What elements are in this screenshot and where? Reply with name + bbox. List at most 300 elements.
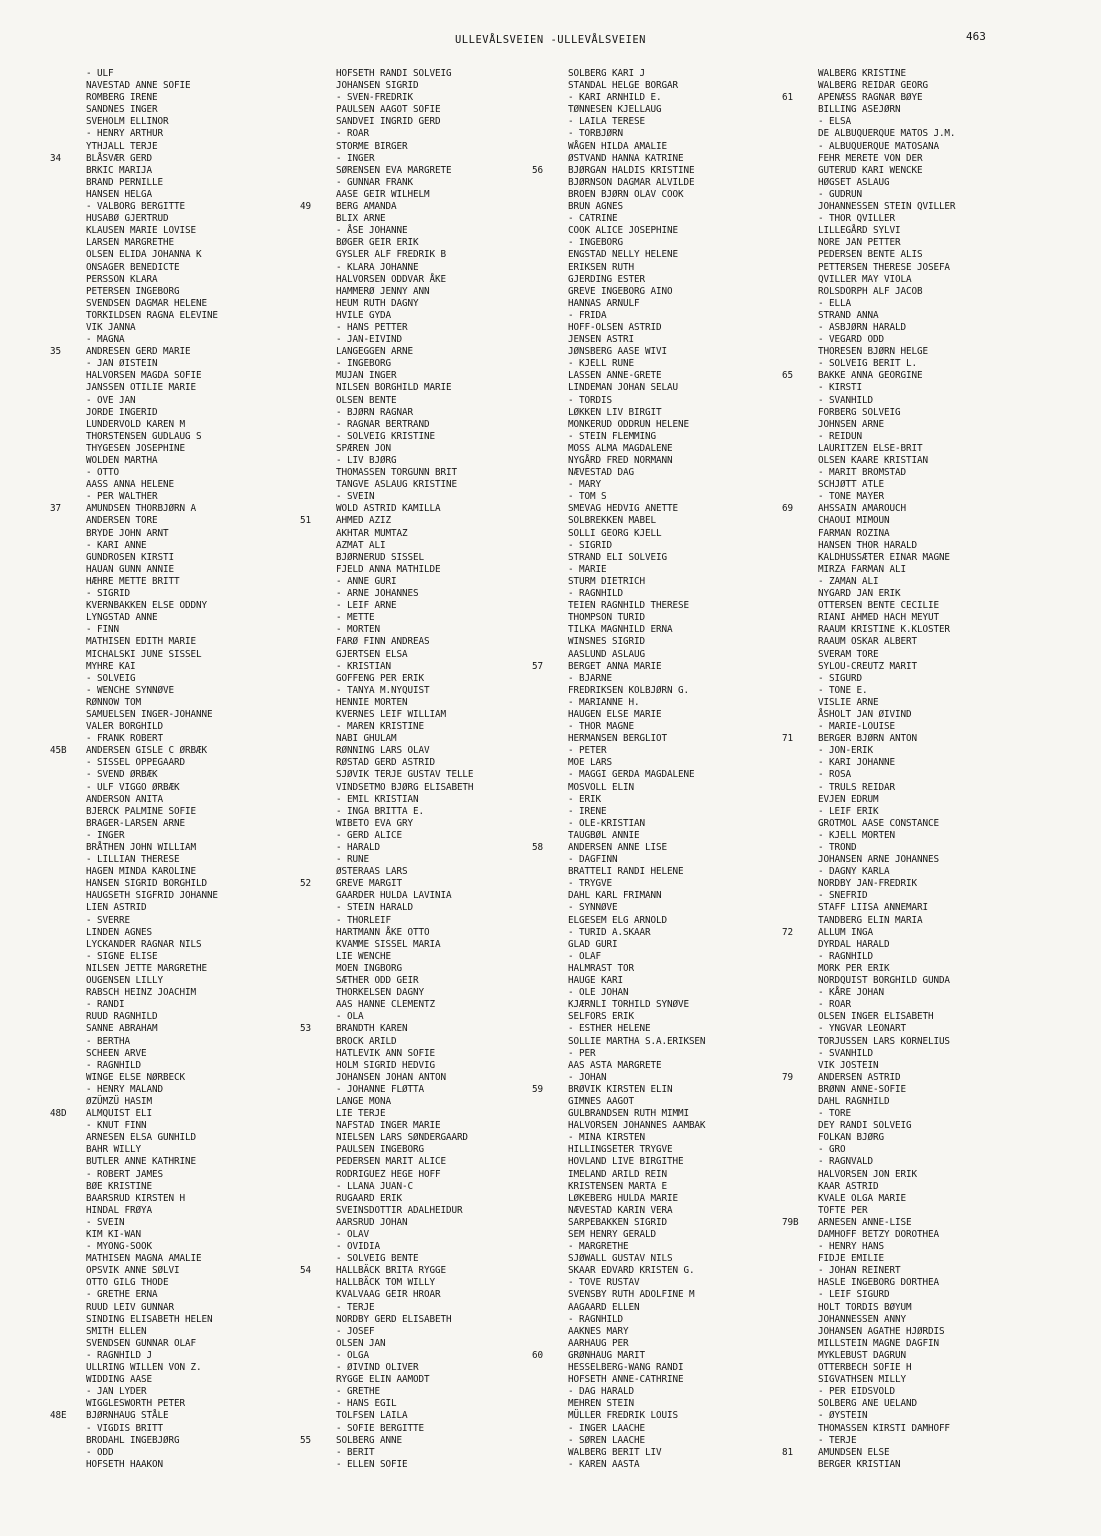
directory-entry [782,455,1044,467]
resident-name: SCHEEN ARVE [86,1047,147,1059]
resident-name: - RUNE [336,854,369,866]
resident-name: HANSEN SIGRID BORGHILD [86,878,207,890]
directory-entry [782,818,1044,830]
house-number: 81 [782,1446,793,1458]
directory-entry [50,540,312,552]
directory-entry [50,1072,312,1084]
directory-entry [300,939,562,951]
resident-name: - KJELL MORTEN [818,829,895,841]
directory-entry [532,1011,794,1023]
resident-name: - TRULS REIDAR [818,781,895,793]
resident-name: SYLOU-CREUTZ MARIT [818,660,917,672]
resident-name: MATHISEN MAGNA AMALIE [86,1253,202,1265]
directory-entry [532,1120,794,1132]
directory-entry [300,491,562,503]
resident-name: HEUM RUTH DAGNY [336,297,419,309]
directory-entry [782,975,1044,987]
resident-name: THORKELSEN DAGNY [336,987,424,999]
resident-name: HANSEN THOR HARALD [818,539,917,551]
directory-entry [532,515,794,527]
directory-entry [50,794,312,806]
directory-entry [532,576,794,588]
directory-entry [300,564,562,576]
directory-entry [50,274,312,286]
resident-name: KLAUSEN MARIE LOVISE [86,225,196,237]
directory-entry [50,915,312,927]
directory-entry [532,395,794,407]
resident-name: VALER BORGHILD [86,721,163,733]
directory-entry [782,1108,1044,1120]
resident-name: - PER [568,1047,596,1059]
resident-name: - JAN LYDER [86,1386,147,1398]
resident-name: AAKNES MARY [568,1325,629,1337]
directory-entry [300,346,562,358]
directory-entry [300,1265,562,1277]
directory-entry [300,1289,562,1301]
directory-entry [782,806,1044,818]
resident-name: - INGA BRITTA E. [336,805,424,817]
resident-name: SOLLI GEORG KJELL [568,527,662,539]
resident-name: - THORLEIF [336,914,391,926]
resident-name: VINDSETMO BJØRG ELISABETH [336,781,474,793]
directory-entry [532,104,794,116]
resident-name: NABI GHULAM [336,733,397,745]
directory-entry [300,866,562,878]
resident-name: HAGEN MINDA KAROLINE [86,866,196,878]
resident-name: KAAR ASTRID [818,1180,879,1192]
page-header: ULLEVÅLSVEIEN -ULLEVÅLSVEIEN [454,34,646,46]
resident-name: JOHANSEN SIGRID [336,80,419,92]
resident-name: AASLUND ASLAUG [568,648,645,660]
directory-entry [782,552,1044,564]
directory-entry [50,1084,312,1096]
resident-name: - RAGNHILD [86,1059,141,1071]
directory-entry [782,128,1044,140]
resident-name: RUGAARD ERIK [336,1192,402,1204]
resident-name: - ØYSTEIN [818,1410,868,1422]
resident-name: SAMUELSEN INGER-JOHANNE [86,708,213,720]
directory-entry [300,153,562,165]
resident-name: GRØNHAUG MARIT [568,1349,645,1361]
resident-name: - KARI ARNHILD E. [568,92,662,104]
directory-entry [300,1302,562,1314]
resident-name: HVILE GYDA [336,309,391,321]
directory-entry [532,1205,794,1217]
resident-name: JOHANSEN AGATHE HJØRDIS [818,1325,945,1337]
resident-name: BRÅTHEN JOHN WILLIAM [86,842,196,853]
directory-entry [50,443,312,455]
resident-name: - OLGA [336,1349,369,1361]
directory-entry [782,1169,1044,1181]
directory-entry [300,1362,562,1374]
resident-name: LINDEN AGNES [86,926,152,938]
directory-entry [782,503,1044,515]
resident-name: HILLINGSETER TRYGVE [568,1144,673,1156]
resident-name: SEM HENRY GERALD [568,1229,656,1240]
directory-entry [300,1072,562,1084]
resident-name: - KARI JOHANNE [818,757,895,769]
resident-name: BJØRNSON DAGMAR ALVILDE [568,176,695,188]
directory-entry [300,1386,562,1398]
directory-entry [532,1314,794,1326]
directory-entry [532,540,794,552]
directory-entry [782,794,1044,806]
resident-name: - ELLA [818,297,851,309]
resident-name: WÅGEN HILDA AMALIE [568,140,667,152]
resident-name: SVENSBY RUTH ADOLFINE M [568,1289,695,1301]
directory-entry [300,225,562,237]
resident-name: HOFSETH RANDI SOLVEIG [336,68,452,79]
directory-entry [782,649,1044,661]
resident-name: - TORE [818,1108,851,1120]
directory-entry [300,915,562,927]
directory-entry [532,443,794,455]
resident-name: - BJARNE [568,672,612,684]
resident-name: - SVEIN [336,491,375,503]
directory-entry [300,274,562,286]
directory-entry [300,1229,562,1241]
directory-entry [50,782,312,794]
directory-entry [782,1048,1044,1060]
directory-entry [532,1386,794,1398]
directory-entry [50,1036,312,1048]
directory-entry [532,1156,794,1168]
resident-name: - BERTHA [86,1035,130,1047]
directory-entry [50,757,312,769]
directory-column-3 [532,68,794,1471]
resident-name: - DAGNY KARLA [818,866,890,878]
resident-name: TØNNESEN KJELLAUG [568,104,662,116]
resident-name: GROTMOL AASE CONSTANCE [818,817,939,829]
resident-name: ANDERSEN ASTRID [818,1071,901,1083]
directory-entry [782,515,1044,527]
directory-entry [782,661,1044,673]
resident-name: SJØWALL GUSTAV NILS [568,1253,673,1265]
resident-name: SVERAM TORE [818,648,879,660]
directory-entry [300,782,562,794]
resident-name: AZMAT ALI [336,539,386,551]
directory-entry [782,987,1044,999]
resident-name: - MARIE [568,563,607,575]
house-number: 57 [532,660,543,672]
directory-entry [300,1338,562,1350]
resident-name: SOLLIE MARTHA S.A.ERIKSEN [568,1035,706,1047]
directory-entry [50,697,312,709]
house-number: 48D [50,1108,67,1120]
resident-name: - SIGRID [568,539,612,551]
directory-entry [532,1374,794,1386]
directory-entry [782,540,1044,552]
directory-entry [532,927,794,939]
house-number: 37 [50,503,61,515]
resident-name: - SOLVEIG BENTE [336,1253,419,1265]
resident-name: JOHANSEN ARNE JOHANNES [818,854,939,866]
resident-name: TORJUSSEN LARS KORNELIUS [818,1035,950,1047]
resident-name: - OVE JAN [86,394,136,406]
directory-entry [300,769,562,781]
directory-entry [782,443,1044,455]
directory-entry [532,1289,794,1301]
directory-entry [782,963,1044,975]
directory-entry [300,1423,562,1435]
directory-entry [300,612,562,624]
directory-entry [782,576,1044,588]
house-number: 52 [300,878,311,890]
resident-name: AASE GEIR WILHELM [336,188,430,200]
resident-name: HANSEN HELGA [86,188,152,200]
resident-name: - STEIN FLEMMING [568,430,656,442]
directory-entry [50,213,312,225]
directory-entry [532,213,794,225]
directory-entry [50,1362,312,1374]
resident-name: HAUGEN ELSE MARIE [568,708,662,720]
resident-name: ULLRING WILLEN VON Z. [86,1362,202,1374]
directory-entry [300,540,562,552]
directory-entry [300,528,562,540]
directory-entry [300,1193,562,1205]
resident-name: - OLAV [336,1229,369,1240]
resident-name: SPÆREN JON [336,442,391,454]
resident-name: WOLDEN MARTHA [86,455,158,466]
resident-name: - MARY [568,479,601,491]
resident-name: BERGER KRISTIAN [818,1458,901,1470]
house-number: 54 [300,1265,311,1277]
resident-name: - GRETHE ERNA [86,1289,158,1301]
resident-name: - KLARA JOHANNE [336,261,419,273]
resident-name: RIANI AHMED HACH MEYUT [818,612,939,624]
directory-entry [50,1386,312,1398]
directory-entry [50,999,312,1011]
resident-name: - KNUT FINN [86,1120,147,1132]
resident-name: THOMPSON TURID [568,612,645,624]
resident-name: PAULSEN AAGOT SOFIE [336,104,441,116]
resident-name: AHMED AZIZ [336,515,391,527]
directory-entry [532,503,794,515]
resident-name: AAS HANNE CLEMENTZ [336,999,435,1011]
resident-name: WALBERG BERIT LIV [568,1446,662,1458]
directory-entry [532,624,794,636]
resident-name: RAAUM OSKAR ALBERT [818,636,917,648]
directory-entry [50,467,312,479]
directory-entry [50,709,312,721]
directory-entry [532,491,794,503]
resident-name: - ULF VIGGO ØRBÆK [86,781,180,793]
directory-entry [50,165,312,177]
directory-entry [50,201,312,213]
directory-entry [50,80,312,92]
directory-entry [532,237,794,249]
directory-entry [300,1277,562,1289]
resident-name: PETERSEN INGEBORG [86,285,180,297]
resident-name: - TOM S [568,491,607,503]
resident-name: HANNAS ARNULF [568,297,640,309]
resident-name: - ELSA [818,116,851,128]
directory-entry [532,915,794,927]
directory-entry [532,673,794,685]
resident-name: ONSAGER BENEDICTE [86,261,180,273]
directory-entry [50,491,312,503]
directory-entry [300,842,562,854]
directory-entry [300,116,562,128]
directory-entry [532,274,794,286]
directory-entry [300,1084,562,1096]
resident-name: SVEINSDOTTIR ADALHEIDUR [336,1204,463,1216]
directory-entry [50,358,312,370]
directory-entry [300,395,562,407]
resident-name: LARSEN MARGRETHE [86,237,174,249]
directory-entry [300,1314,562,1326]
resident-name: BROEN BJØRN OLAV COOK [568,188,684,200]
directory-entry [300,963,562,975]
resident-name: GIMNES AAGOT [568,1095,634,1107]
resident-name: SANNE ABRAHAM [86,1023,158,1035]
directory-entry [782,1459,1044,1471]
resident-name: TANGVE ASLAUG KRISTINE [336,479,457,491]
directory-entry [532,1036,794,1048]
directory-entry [300,1326,562,1338]
directory-entry [50,68,312,80]
directory-entry [50,334,312,346]
resident-name: HATLEVIK ANN SOFIE [336,1047,435,1059]
directory-entry [782,1410,1044,1422]
resident-name: BØE KRISTINE [86,1180,152,1192]
directory-entry [50,769,312,781]
resident-name: CHAOUI MIMOUN [818,515,890,527]
directory-entry [532,564,794,576]
resident-name: - PER EIDSVOLD [818,1386,895,1398]
directory-entry [782,1060,1044,1072]
directory-entry [532,1108,794,1120]
directory-entry [532,1253,794,1265]
directory-entry [300,189,562,201]
directory-entry [532,890,794,902]
directory-entry [782,1265,1044,1277]
resident-name: SANDNES INGER [86,104,158,116]
directory-column-4 [782,68,1044,1471]
directory-entry [50,1398,312,1410]
resident-name: - JOSEF [336,1325,375,1337]
directory-entry [782,1096,1044,1108]
resident-name: - VIGDIS BRITT [86,1422,163,1434]
directory-entry [50,866,312,878]
resident-name: TORKILDSEN RAGNA ELEVINE [86,309,218,321]
directory-entry [532,806,794,818]
resident-name: HOLT TORDIS BØYUM [818,1301,912,1313]
directory-entry [782,1326,1044,1338]
directory-entry [50,1060,312,1072]
resident-name: JOHANNESSEN ANNY [818,1313,906,1325]
directory-entry [50,1120,312,1132]
resident-name: THORSTENSEN GUDLAUG S [86,430,202,442]
directory-entry [300,661,562,673]
resident-name: PETTERSEN THERESE JOSEFA [818,261,950,273]
resident-name: - LEIF ERIK [818,805,879,817]
directory-entry [50,515,312,527]
directory-entry [50,1181,312,1193]
resident-name: - VALBORG BERGITTE [86,201,185,213]
directory-entry [782,467,1044,479]
house-number: 51 [300,515,311,527]
resident-name: - BJØRN RAGNAR [336,406,413,418]
resident-name: - HANS PETTER [336,321,408,333]
directory-entry [300,673,562,685]
directory-entry [532,153,794,165]
resident-name: AASS ANNA HELENE [86,479,174,491]
resident-name: BRUN AGNES [568,201,623,213]
resident-name: ÅSHOLT JAN ØIVIND [818,708,912,720]
resident-name: - MAGNA [86,334,125,346]
resident-name: KALDHUSSÆTER EINAR MAGNE [818,551,950,563]
resident-name: - SNEFRID [818,890,868,902]
directory-entry [50,987,312,999]
house-number: 61 [782,92,793,104]
resident-name: - METTE [336,612,375,624]
directory-entry [532,1423,794,1435]
directory-entry [532,286,794,298]
directory-entry [300,1350,562,1362]
directory-entry [50,479,312,491]
resident-name: TOFTE PER [818,1204,868,1216]
directory-entry [782,1120,1044,1132]
house-number: 48E [50,1410,67,1422]
directory-entry [300,92,562,104]
directory-entry [782,1205,1044,1217]
page-number: 463 [966,30,986,43]
resident-name: EVJEN EDRUM [818,793,879,805]
directory-entry [300,128,562,140]
resident-name: - SVERRE [86,914,130,926]
directory-entry [532,92,794,104]
directory-entry [532,1084,794,1096]
directory-entry [532,141,794,153]
resident-name: FARMAN ROZINA [818,527,890,539]
resident-name: BAKKE ANNA GEORGINE [818,370,923,382]
directory-column-2 [300,68,562,1471]
resident-name: BRAGER-LARSEN ARNE [86,817,185,829]
directory-entry [532,685,794,697]
resident-name: LASSEN ANNE-GRETE [568,370,662,382]
resident-name: SELFORS ERIK [568,1011,634,1023]
directory-entry [50,890,312,902]
resident-name: AARSRUD JOHAN [336,1216,408,1228]
directory-entry [782,1350,1044,1362]
resident-name: COOK ALICE JOSEPHINE [568,225,678,237]
directory-entry [532,1096,794,1108]
resident-name: BROCK ARILD [336,1035,397,1047]
resident-name: KIM KI-WAN [86,1229,141,1240]
resident-name: SOLBERG KARI J [568,68,645,79]
directory-entry [532,431,794,443]
resident-name: NYGARD JAN ERIK [818,588,901,600]
resident-name: SCHJØTT ATLE [818,479,884,491]
resident-name: - SVANHILD [818,1047,873,1059]
directory-entry [300,806,562,818]
directory-entry [782,153,1044,165]
resident-name: - ROAR [818,999,851,1011]
directory-entry [532,298,794,310]
directory-entry [50,1314,312,1326]
resident-name: - SOLVEIG KRISTINE [336,430,435,442]
resident-name: NORE JAN PETTER [818,237,901,249]
directory-entry [300,1169,562,1181]
resident-name: ROLSDORPH ALF JACOB [818,285,923,297]
directory-entry [532,528,794,540]
directory-entry [50,951,312,963]
resident-name: MONKERUD ODDRUN HELENE [568,418,689,430]
directory-entry [300,757,562,769]
resident-name: LANGE MONA [336,1095,391,1107]
directory-entry [532,600,794,612]
